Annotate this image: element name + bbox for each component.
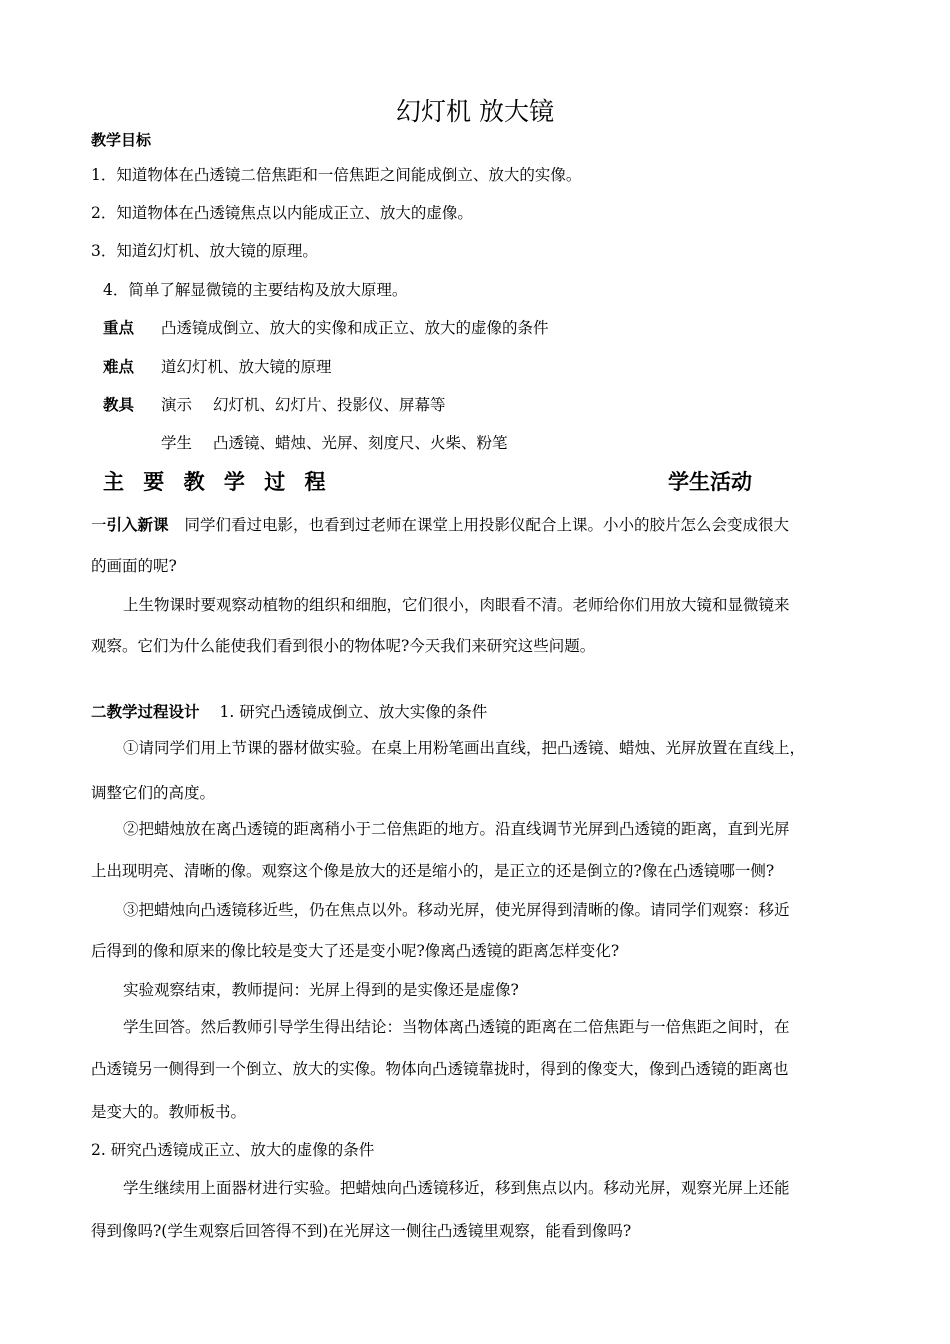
design-line: 学生回答。然后教师引导学生得出结论：当物体离凸透镜的距离在二倍焦距与一倍焦距之间时，在 <box>123 1018 790 1036</box>
process-heading: 主 要 教 学 过 程 <box>103 470 332 494</box>
design-heading: 二教学过程设计 <box>91 703 200 721</box>
design-heading-row <box>91 705 487 721</box>
student-activity-heading: 学生活动 <box>668 470 752 494</box>
intro-text: 同学们看过电影，也看到过老师在课堂上用投影仪配合上课。小小的胶片怎么会变成很大 <box>184 516 790 534</box>
intro-paragraph: 上生物课时要观察动植物的组织和细胞，它们很小，肉眼看不清。老师给你们用放大镜和显微镜来 <box>123 596 790 614</box>
equipment-row <box>103 398 446 414</box>
design-line: 实验观察结束，教师提问：光屏上得到的是实像还是虚像? <box>123 981 519 999</box>
objective-item: 3．知道幻灯机、放大镜的原理。 <box>91 242 318 260</box>
difficulty-row <box>103 360 332 376</box>
design-line: 后得到的像和原来的像比较是变大了还是变小呢?像离凸透镜的距离怎样变化? <box>91 942 620 960</box>
difficulty-text: 道幻灯机、放大镜的原理 <box>161 358 332 376</box>
equipment-label: 教具 <box>103 396 135 414</box>
design-line: 得到像吗?(学生观察后回答得不到)在光屏这一侧往凸透镜里观察，能看到像吗? <box>91 1222 632 1240</box>
key-points-label: 重点 <box>103 319 135 337</box>
intro-line <box>91 518 789 534</box>
difficulty-label: 难点 <box>103 358 135 376</box>
objectives-heading: 教学目标 <box>91 131 152 149</box>
equipment-student-text: 凸透镜、蜡烛、光屏、刻度尺、火柴、粉笔 <box>213 434 508 452</box>
equipment-student-row <box>161 436 508 452</box>
design-line: 上出现明亮、清晰的像。观察这个像是放大的还是缩小的，是正立的还是倒立的?像在凸透镜哪一侧? <box>91 862 775 880</box>
page-title: 幻灯机 放大镜 <box>396 97 554 126</box>
equipment-demo-label: 演示 <box>161 396 193 414</box>
key-points-row <box>103 321 549 337</box>
design-line: ①请同学们用上节课的器材做实验。在桌上用粉笔画出直线，把凸透镜、蜡烛、光屏放置在直线上， <box>123 739 806 757</box>
design-line: 学生继续用上面器材进行实验。把蜡烛向凸透镜移近，移到焦点以内。移动光屏，观察光屏上还能 <box>123 1179 790 1197</box>
intro-prefix: 一 <box>91 516 107 534</box>
design-line: 调整它们的高度。 <box>91 784 216 802</box>
design-line: ②把蜡烛放在离凸透镜的距离稍小于二倍焦距的地方。沿直线调节光屏到凸透镜的距离，直到光屏 <box>123 820 790 838</box>
design-line: ③把蜡烛向凸透镜移近些，仍在焦点以外。移动光屏，使光屏得到清晰的像。请同学们观察：移近 <box>123 901 790 919</box>
intro-line: 的画面的呢? <box>91 557 177 575</box>
section1-title: 1. 研究凸透镜成倒立、放大实像的条件 <box>219 703 488 721</box>
design-line: 凸透镜另一侧得到一个倒立、放大的实像。物体向凸透镜靠拢时，得到的像变大，像到凸透镜的距离也 <box>91 1060 789 1078</box>
key-points-text: 凸透镜成倒立、放大的实像和成正立、放大的虚像的条件 <box>161 319 549 337</box>
objective-item: 4．简单了解显微镜的主要结构及放大原理。 <box>103 281 408 299</box>
intro-heading: 引入新课 <box>106 516 169 534</box>
objective-item: 1．知道物体在凸透镜二倍焦距和一倍焦距之间能成倒立、放大的实像。 <box>91 166 582 184</box>
design-line: 是变大的。教师板书。 <box>91 1103 247 1121</box>
equipment-student-label: 学生 <box>161 434 193 452</box>
equipment-demo-text: 幻灯机、幻灯片、投影仪、屏幕等 <box>213 396 446 414</box>
section2-title: 2. 研究凸透镜成正立、放大的虚像的条件 <box>91 1141 375 1159</box>
objective-item: 2．知道物体在凸透镜焦点以内能成正立、放大的虚像。 <box>91 204 473 222</box>
intro-paragraph: 观察。它们为什么能使我们看到很小的物体呢?今天我们来研究这些问题。 <box>91 637 596 655</box>
